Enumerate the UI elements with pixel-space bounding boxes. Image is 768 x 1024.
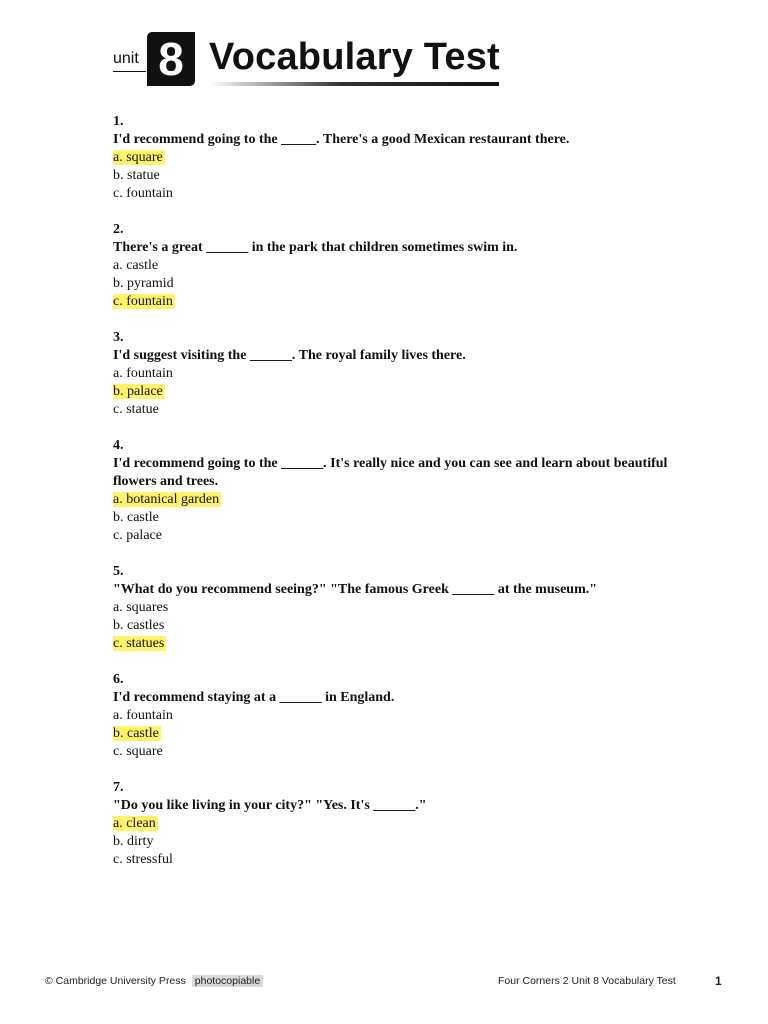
- question-text: "What do you recommend seeing?" "The famous Greek ______ at the museum.": [113, 582, 598, 597]
- answer-option-text: a. fountain: [113, 708, 173, 723]
- photocopiable-badge: photocopiable: [192, 975, 263, 987]
- answer-option-text: c. square: [113, 744, 163, 759]
- answer-option-text: b. pyramid: [113, 276, 174, 291]
- answer-option: [113, 365, 673, 383]
- answer-option: [113, 707, 673, 725]
- answer-option: [113, 527, 673, 545]
- highlighted-answer: c. fountain: [113, 294, 173, 309]
- answer-option: [113, 293, 673, 311]
- highlighted-answer: b. castle: [113, 726, 159, 741]
- question-list: [113, 113, 673, 887]
- question-1: [113, 113, 673, 203]
- answer-option: [113, 851, 673, 869]
- question-number: 7.: [113, 780, 124, 795]
- answer-option: [113, 617, 673, 635]
- answer-option-text: b. castle: [113, 510, 159, 525]
- answer-option: [113, 167, 673, 185]
- question-number: 4.: [113, 438, 124, 453]
- highlighted-answer: a. square: [113, 150, 163, 165]
- question-text: I'd recommend staying at a ______ in England.: [113, 690, 395, 705]
- footer-left: [45, 975, 263, 987]
- question-2: [113, 221, 673, 311]
- question-text: There's a great ______ in the park that children sometimes swim in.: [113, 240, 518, 255]
- answer-option-text: a. fountain: [113, 366, 173, 381]
- question-7: [113, 779, 673, 869]
- page-footer: [45, 975, 725, 991]
- answer-option: [113, 509, 673, 527]
- answer-option-text: c. stressful: [113, 852, 173, 867]
- answer-option: [113, 743, 673, 761]
- answer-option: [113, 401, 673, 419]
- question-4: [113, 437, 673, 545]
- unit-underline: [113, 71, 146, 72]
- answer-option-text: a. squares: [113, 600, 169, 615]
- question-text: I'd recommend going to the _____. There's a good Mexican restaurant there.: [113, 132, 570, 147]
- page-number: 1: [715, 974, 722, 988]
- answer-option: [113, 491, 673, 509]
- answer-option-text: b. statue: [113, 168, 160, 183]
- answer-option: [113, 815, 673, 833]
- question-number: 6.: [113, 672, 124, 687]
- question-6: [113, 671, 673, 761]
- highlighted-answer: a. clean: [113, 816, 156, 831]
- highlighted-answer: c. statues: [113, 636, 165, 651]
- question-number: 3.: [113, 330, 124, 345]
- page-header: [113, 30, 513, 90]
- page-title: Vocabulary Test: [209, 36, 500, 78]
- answer-option-text: c. fountain: [113, 186, 173, 201]
- answer-option: [113, 599, 673, 617]
- answer-option-text: b. castles: [113, 618, 165, 633]
- footer-course-title: Four Corners 2 Unit 8 Vocabulary Test: [498, 975, 676, 987]
- answer-option-text: a. castle: [113, 258, 159, 273]
- question-5: [113, 563, 673, 653]
- answer-option: [113, 635, 673, 653]
- answer-option: [113, 275, 673, 293]
- title-rule: [209, 82, 499, 86]
- question-text: I'd recommend going to the ______. It's really nice and you can see and learn about beautiful flowers and trees.: [113, 456, 668, 489]
- question-3: [113, 329, 673, 419]
- question-text: "Do you like living in your city?" "Yes. It's ______.": [113, 798, 427, 813]
- unit-number-badge: 8: [147, 32, 195, 86]
- highlighted-answer: a. botanical garden: [113, 492, 220, 507]
- highlighted-answer: b. palace: [113, 384, 163, 399]
- answer-option: [113, 383, 673, 401]
- question-number: 1.: [113, 114, 124, 129]
- unit-label: unit: [113, 50, 139, 67]
- answer-option: [113, 185, 673, 203]
- answer-option-text: c. palace: [113, 528, 162, 543]
- answer-option: [113, 149, 673, 167]
- question-number: 5.: [113, 564, 124, 579]
- copyright-text: © Cambridge University Press: [45, 975, 186, 987]
- question-number: 2.: [113, 222, 124, 237]
- answer-option-text: c. statue: [113, 402, 159, 417]
- answer-option: [113, 725, 673, 743]
- answer-option: [113, 833, 673, 851]
- question-text: I'd suggest visiting the ______. The royal family lives there.: [113, 348, 466, 363]
- answer-option-text: b. dirty: [113, 834, 154, 849]
- answer-option: [113, 257, 673, 275]
